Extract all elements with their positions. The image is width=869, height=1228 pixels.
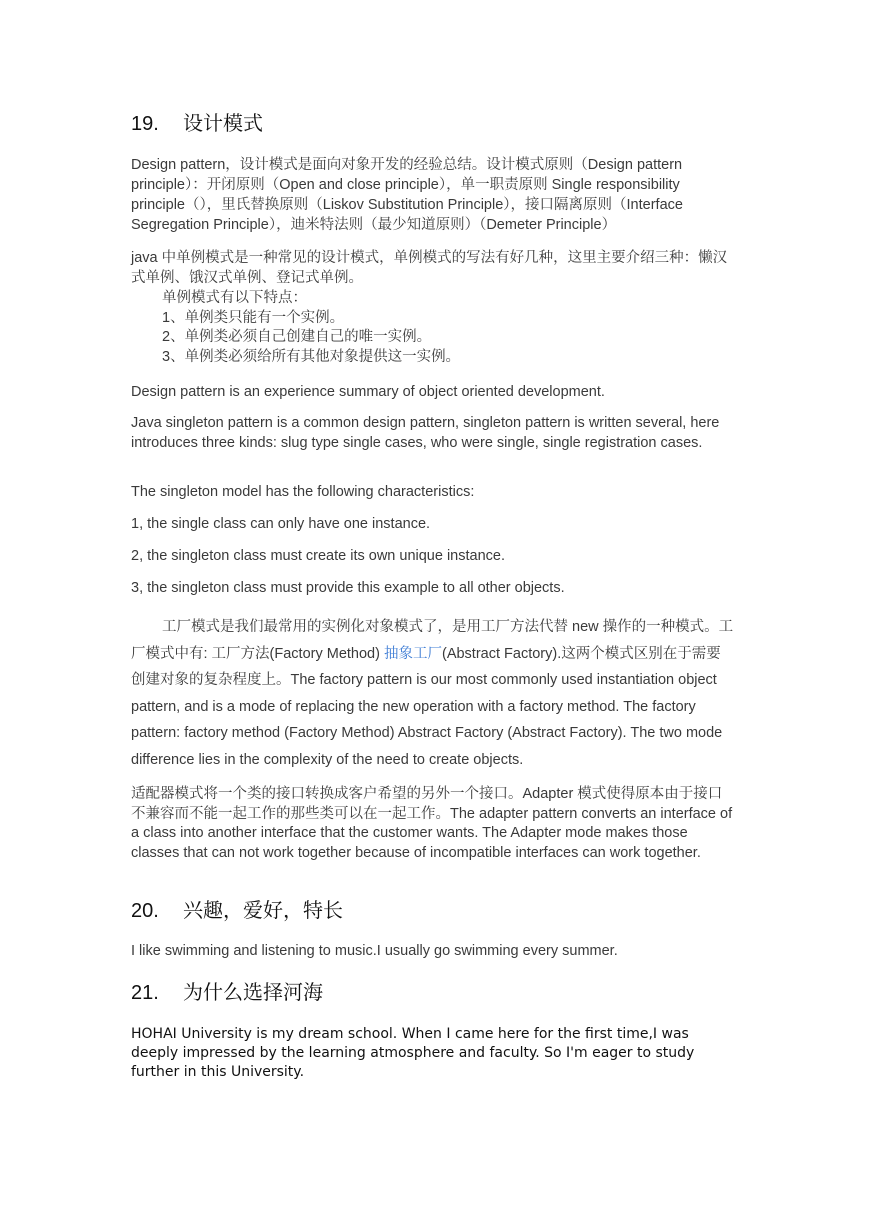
abstract-factory-link[interactable]: 抽象工厂 bbox=[383, 645, 442, 662]
paragraph-design-pattern-principles: Design pattern，设计模式是面向对象开发的经验总结。设计模式原则（Design pattern principle）：开闭原则（Open and close principle），单一职责原则 Single responsibility principle（），里氏替换原则（Liskov Substitution Principle），接口隔离原则（Interface Segregation Principle），迪米特法则（最少知道原则）（Demeter Principle） bbox=[131, 157, 683, 233]
paragraph-en-5: 2, the singleton class must create its own unique instance. bbox=[131, 548, 505, 564]
section-title: 设计模式 bbox=[183, 113, 263, 135]
section-number: 20. bbox=[131, 900, 159, 922]
section-heading-19 bbox=[131, 112, 263, 136]
singleton-features-list bbox=[131, 289, 735, 367]
paragraph-hobbies: I like swimming and listening to music.I usually go swimming every summer. bbox=[131, 943, 618, 959]
section-number: 21. bbox=[131, 982, 159, 1004]
paragraph-en-1: Design pattern is an experience summary of object oriented development. bbox=[131, 384, 605, 400]
paragraph-singleton-intro-cn: java 中单例模式是一种常见的设计模式，单例模式的写法有好几种，这里主要介绍三种：懒汉式单例、饿汉式单例、登记式单例。 bbox=[131, 250, 728, 286]
list-item: 2、单例类必须自己创建自己的唯一实例。 bbox=[162, 329, 432, 345]
paragraph-en-4: 1, the single class can only have one instance. bbox=[131, 516, 431, 532]
paragraph-en-6: 3, the singleton class must provide this example to all other objects. bbox=[131, 580, 565, 596]
list-intro: 单例模式有以下特点： bbox=[162, 290, 307, 306]
list-item: 3、单例类必须给所有其他对象提供这一实例。 bbox=[162, 348, 461, 365]
section-heading-21 bbox=[131, 981, 323, 1005]
paragraph-why-hohai: HOHAI University is my dream school. When I came here for the first time,I was deeply impressed by the learning atmosphere and faculty. So I'm eager to study further in this University. bbox=[131, 1026, 695, 1080]
section-heading-20 bbox=[131, 899, 343, 923]
paragraph-en-3: The singleton model has the following characteristics: bbox=[131, 484, 475, 500]
list-item: 1、单例类只能有一个实例。 bbox=[162, 309, 345, 326]
factory-text-b: (Abstract Factory).这两个模式区别在于需要创建对象的复杂程度上。The factory pattern is our most commonly used instantiation object pattern, and is a mode of replacing the new operation with a factory method. The factory pattern: factory method (Factory Method) Abstract Factory (Abstract Factory). The two mode difference lies in the complexity of the need to create objects. bbox=[131, 645, 723, 768]
section-title: 兴趣，爱好，特长 bbox=[183, 900, 343, 922]
factory-text-a: 工厂模式是我们最常用的实例化对象模式了，是用工厂方法代替 new 操作的一种模式。工厂模式中有: 工厂方法(Factory Method) bbox=[131, 619, 734, 662]
paragraph-factory-pattern bbox=[131, 614, 735, 773]
paragraph-en-2: Java singleton pattern is a common design pattern, singleton pattern is written several, here introduces three kinds: slug type single cases, who were single, single registration cases. bbox=[131, 415, 720, 451]
section-number: 19. bbox=[131, 113, 159, 135]
paragraph-adapter-pattern: 适配器模式将一个类的接口转换成客户希望的另外一个接口。Adapter 模式使得原本由于接口不兼容而不能一起工作的那些类可以在一起工作。The adapter pattern converts an interface of a class into another interface that the customer wants. The Adapter mode makes those classes that can not work together because of incompatible interfaces can work together. bbox=[131, 786, 733, 861]
section-title: 为什么选择河海 bbox=[183, 982, 323, 1004]
